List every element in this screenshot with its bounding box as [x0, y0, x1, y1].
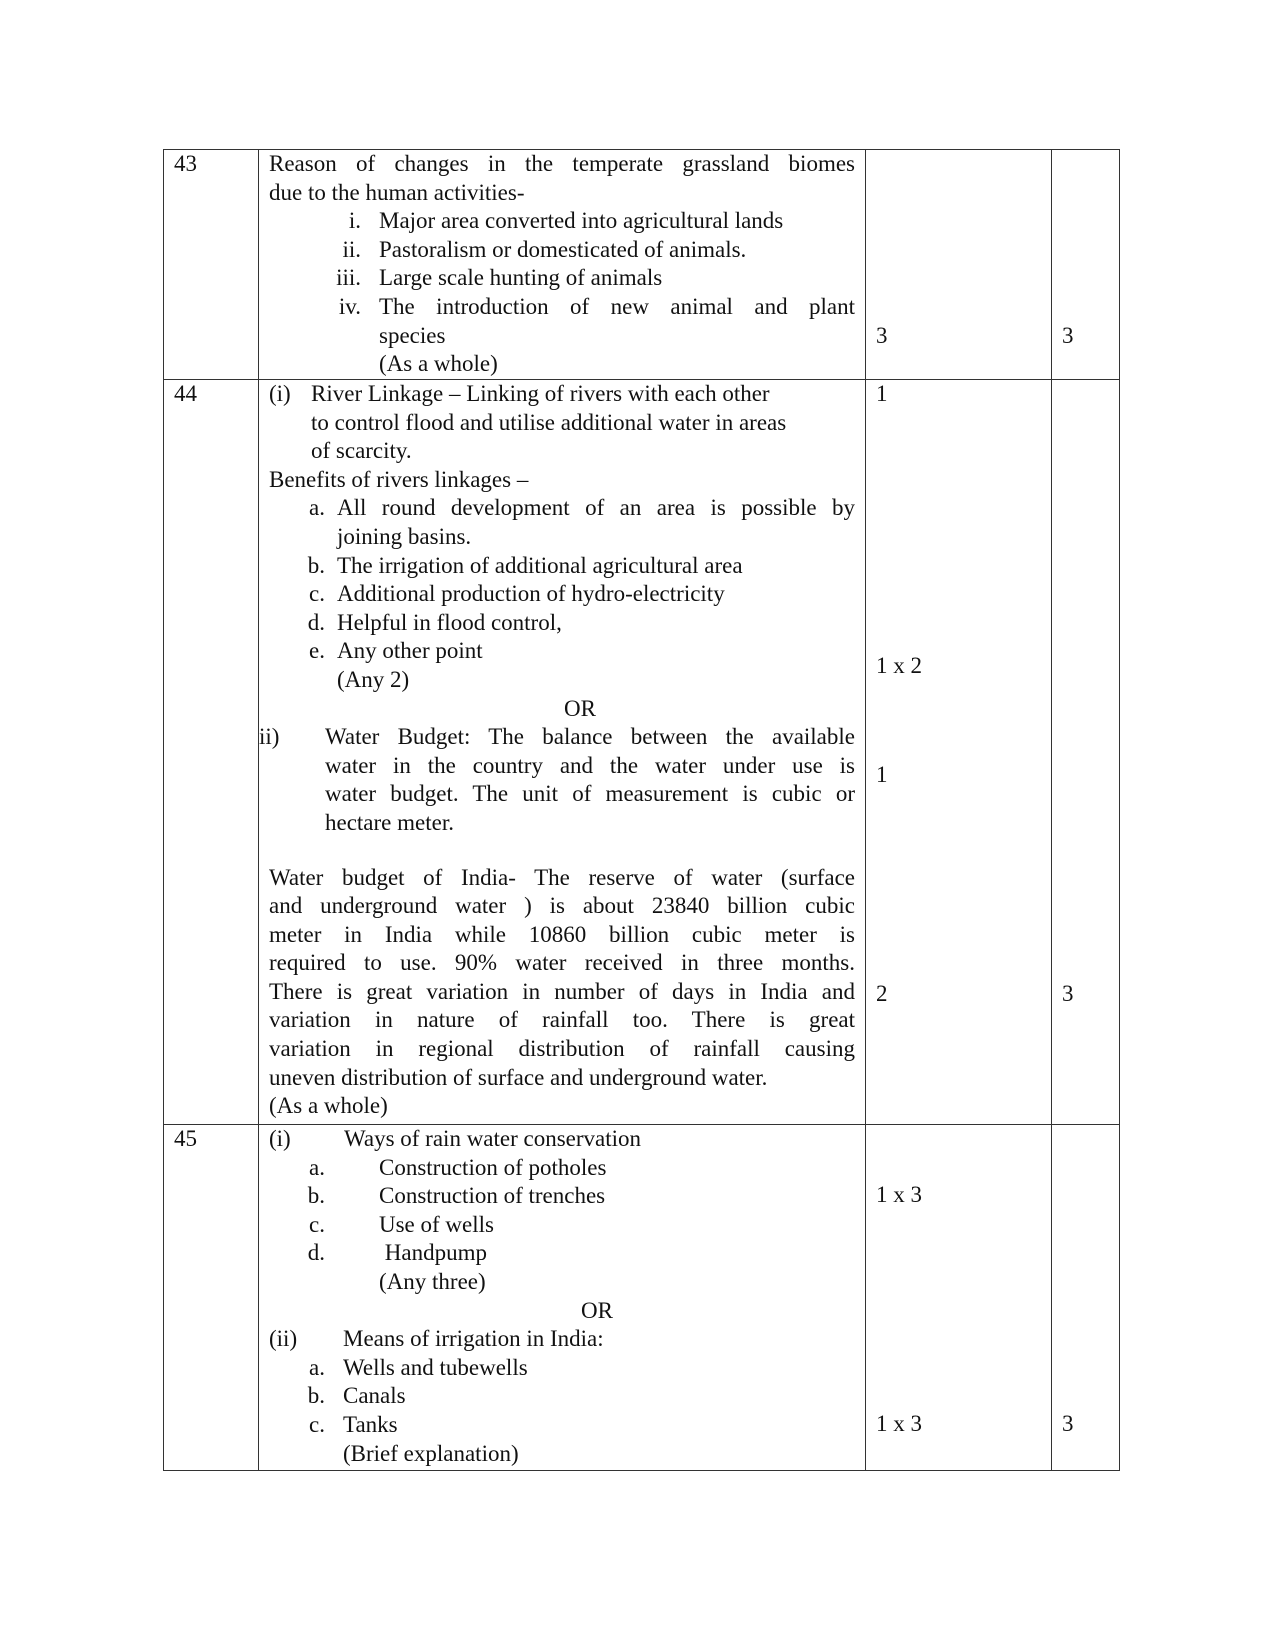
marks-cell-q43 — [866, 150, 1052, 380]
india-line: required to use. 90% water received in three months. — [269, 950, 855, 976]
india-line: uneven distribution of surface and underground water. — [269, 1064, 768, 1090]
q45-total: 3 — [1062, 1411, 1074, 1436]
answer-cell-q43 — [259, 150, 866, 380]
q43-intro-line1: Reason of changes in the temperate grassland biomes — [269, 151, 855, 176]
item-label: ii. — [342, 236, 361, 262]
marks-cell-q44 — [866, 380, 1052, 1125]
list-item — [269, 1382, 855, 1411]
item-text: joining basins. — [337, 523, 472, 549]
part-text: River Linkage – Linking of rivers with each other — [311, 381, 770, 406]
answer-table — [163, 149, 1120, 1471]
list-item — [269, 293, 855, 322]
item-text: Construction of potholes — [379, 1154, 607, 1180]
benefits-heading: Benefits of rivers linkages – — [269, 466, 529, 492]
list-item — [269, 494, 855, 523]
item-text: Tanks — [343, 1411, 398, 1437]
q44-part2 — [259, 723, 855, 837]
item-text: Large scale hunting of animals — [379, 265, 663, 291]
list-item — [269, 207, 855, 236]
india-line: variation in regional distribution of rainfall causing — [269, 1036, 855, 1062]
q45-part2-heading — [269, 1325, 855, 1354]
list-item — [269, 1354, 855, 1383]
q44-india-mark: 2 — [876, 981, 888, 1006]
item-label: c. — [309, 581, 325, 607]
list-item — [269, 580, 855, 609]
india-line: Water budget of India- The reserve of water (surface — [269, 864, 855, 890]
q45-ways-mark: 1 x 3 — [876, 1182, 922, 1207]
q44-part1-line1 — [269, 380, 855, 409]
item-label: d. — [307, 609, 325, 635]
item-text: Any other point — [337, 638, 483, 664]
benefits-note: (Any 2) — [337, 666, 410, 692]
item-text: Pastoralism or domesticated of animals. — [379, 236, 747, 262]
q45-number: 45 — [174, 1126, 197, 1151]
part-label: ii) — [259, 724, 280, 750]
q45-means-mark: 1 x 3 — [876, 1411, 922, 1436]
item-label: a. — [309, 1154, 325, 1180]
q44-number: 44 — [174, 381, 197, 406]
item-text: All round development of an area is possible by — [337, 495, 855, 521]
item-text: Wells and tubewells — [343, 1354, 528, 1380]
india-note: (As a whole) — [269, 1093, 388, 1119]
list-item — [269, 1154, 855, 1183]
part2-line: water in the country and the water under use is — [325, 752, 855, 778]
total-cell-q43 — [1052, 150, 1120, 380]
part-text: Ways of rain water conservation — [344, 1126, 642, 1151]
q43-number: 43 — [174, 151, 197, 176]
list-item — [269, 264, 855, 293]
part2-body — [325, 723, 855, 837]
list-item — [269, 1239, 855, 1268]
q43-total: 3 — [1062, 323, 1074, 348]
item-text: The irrigation of additional agricultural area — [337, 552, 743, 578]
means-note: (Brief explanation) — [343, 1440, 519, 1466]
item-label: i. — [348, 208, 361, 234]
part-label: (i) — [269, 1126, 291, 1151]
list-item — [269, 637, 855, 666]
item-label: b. — [307, 1383, 325, 1409]
item-label: e. — [309, 638, 325, 664]
table-row-q44 — [164, 380, 1120, 1125]
q43-item4-cont: species — [379, 322, 446, 348]
item-label: a. — [309, 495, 325, 521]
question-number — [164, 150, 259, 380]
item-label: c. — [309, 1411, 325, 1437]
marks-cell-q45 — [866, 1125, 1052, 1471]
india-line: and underground water ) is about 23840 billion cubic — [269, 893, 855, 919]
item-text: Handpump — [379, 1240, 487, 1266]
q44-part2-mark: 1 — [876, 762, 888, 787]
list-item — [269, 523, 855, 552]
item-text: Construction of trenches — [379, 1183, 606, 1209]
item-text: Helpful in flood control, — [337, 609, 562, 635]
part-text: Means of irrigation in India: — [343, 1326, 604, 1352]
item-text: Canals — [343, 1383, 406, 1409]
india-line: variation in nature of rainfall too. There is great — [269, 1007, 855, 1033]
item-text: Use of wells — [379, 1211, 494, 1237]
item-label: b. — [307, 552, 325, 578]
q44-part1-mark: 1 — [876, 381, 888, 406]
answer-cell-q45 — [259, 1125, 866, 1471]
list-item — [269, 552, 855, 581]
india-line: There is great variation in number of days in India and — [269, 978, 855, 1004]
list-item — [269, 1411, 855, 1440]
or-divider: OR — [564, 695, 596, 721]
q44-part1-line3: of scarcity. — [311, 438, 412, 464]
q43-note: (As a whole) — [379, 351, 498, 377]
item-label: c. — [309, 1211, 325, 1237]
item-text: Additional production of hydro-electricity — [337, 581, 725, 607]
list-item — [269, 1211, 855, 1240]
part2-line: Water Budget: The balance between the available — [325, 724, 855, 750]
total-cell-q44 — [1052, 380, 1120, 1125]
part2-line: water budget. The unit of measurement is cubic or — [325, 781, 855, 807]
item-label: d. — [307, 1240, 325, 1266]
q43-intro-line2: due to the human activities- — [269, 179, 525, 205]
india-line: meter in India while 10860 billion cubic meter is — [269, 921, 855, 947]
part-label: (ii) — [269, 1326, 298, 1352]
q44-total: 3 — [1062, 981, 1074, 1006]
q44-part1-line2: to control flood and utilise additional water in areas — [311, 409, 787, 435]
total-cell-q45 — [1052, 1125, 1120, 1471]
table-row-q45 — [164, 1125, 1120, 1471]
list-item — [269, 609, 855, 638]
q43-marks: 3 — [876, 323, 888, 348]
answer-cell-q44 — [259, 380, 866, 1125]
ways-note: (Any three) — [379, 1268, 486, 1294]
list-item — [269, 1182, 855, 1211]
question-number — [164, 380, 259, 1125]
q45-part1-heading — [269, 1125, 855, 1154]
item-text: Major area converted into agricultural lands — [379, 208, 784, 234]
list-item — [269, 236, 855, 265]
item-label — [269, 523, 325, 552]
or-divider: OR — [581, 1297, 613, 1323]
item-label: iii. — [336, 265, 361, 291]
item-label: a. — [309, 1354, 325, 1380]
item-label: b. — [307, 1183, 325, 1209]
part-label: (i) — [269, 381, 291, 406]
q44-benefits-mark: 1 x 2 — [876, 653, 922, 678]
part2-line: hectare meter. — [325, 809, 454, 835]
item-text: The introduction of new animal and plant — [379, 293, 855, 319]
item-label: iv. — [338, 293, 361, 319]
question-number — [164, 1125, 259, 1471]
table-row-q43 — [164, 150, 1120, 380]
